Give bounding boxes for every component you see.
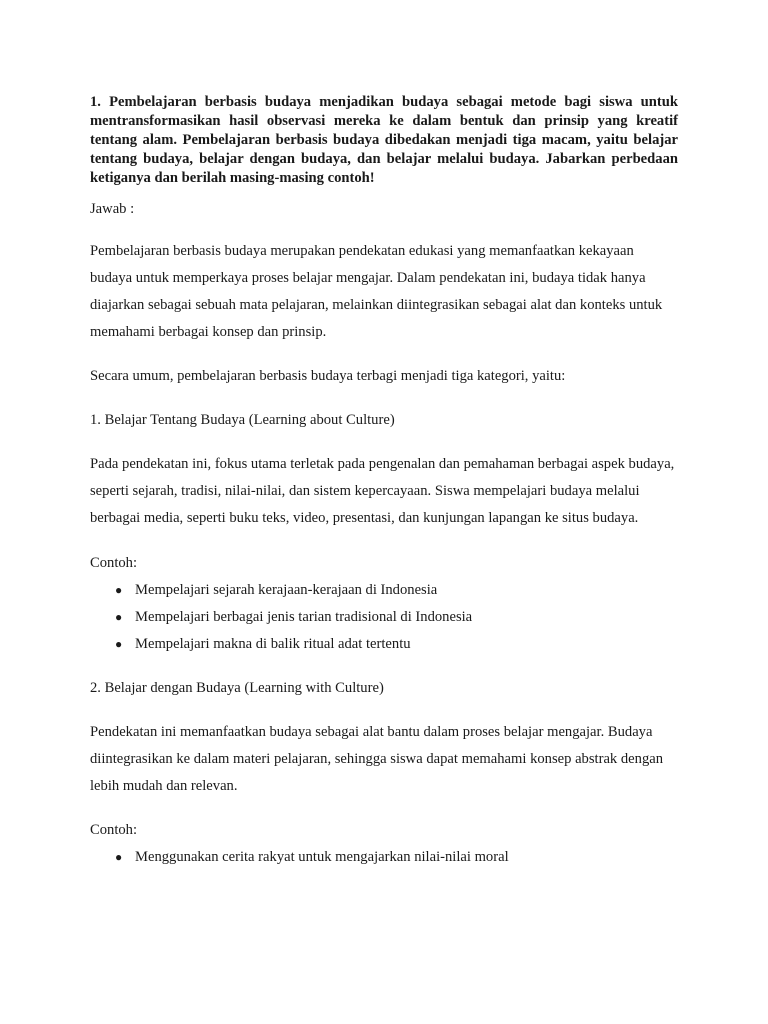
- list-item: [90, 631, 678, 658]
- example-label: Contoh:: [90, 822, 138, 838]
- section-heading-learning-with-culture: 2. Belajar dengan Budaya (Learning with Culture): [90, 680, 384, 696]
- list-item: [90, 844, 678, 871]
- document-page: [90, 93, 678, 871]
- categories-intro: Secara umum, pembelajaran berbasis budaya terbagi menjadi tiga kategori, yaitu:: [90, 368, 566, 384]
- example-list: [90, 577, 678, 658]
- example-label: Contoh:: [90, 555, 138, 571]
- list-item-text: Mempelajari berbagai jenis tarian tradisional di Indonesia: [135, 609, 473, 625]
- section-heading-learning-about-culture: 1. Belajar Tentang Budaya (Learning about Culture): [90, 412, 395, 428]
- bullet-icon: ●: [115, 610, 123, 624]
- list-item-text: Mempelajari makna di balik ritual adat tertentu: [135, 636, 411, 652]
- list-item: [90, 577, 678, 604]
- question-text: 1. Pembelajaran berbasis budaya menjadikan budaya sebagai metode bagi siswa untuk mentransformasikan hasil observasi mereka ke dalam bentuk dan prinsip yang kreatif tentang alam. Pembelajaran berbasis budaya dibedakan menjadi tiga macam, yaitu belajar tentang budaya, belajar dengan budaya, dan belajar melalui budaya. Jabarkan perbedaan ketiganya dan berilah masing-masing contoh!: [90, 94, 678, 186]
- example-list: [90, 844, 678, 871]
- section-paragraph-learning-with-culture: Pendekatan ini memanfaatkan budaya sebagai alat bantu dalam proses belajar mengajar. Budaya diintegrasikan ke dalam materi pelajaran, sehingga siswa dapat memahami konsep abstrak dengan lebih mudah dan relevan.: [90, 724, 664, 794]
- answer-label: Jawab :: [90, 201, 135, 217]
- bullet-icon: ●: [115, 637, 123, 651]
- bullet-icon: ●: [115, 583, 123, 597]
- section-paragraph-learning-about-culture: Pada pendekatan ini, fokus utama terletak pada pengenalan dan pemahaman berbagai aspek budaya, seperti sejarah, tradisi, nilai-nilai, dan sistem kepercayaan. Siswa mempelajari budaya melalui berbagai media, seperti buku teks, video, presentasi, dan kunjungan lapangan ke situs budaya.: [90, 456, 675, 526]
- list-item-text: Menggunakan cerita rakyat untuk mengajarkan nilai-nilai moral: [135, 849, 509, 865]
- list-item: [90, 604, 678, 631]
- bullet-icon: ●: [115, 850, 123, 864]
- intro-paragraph: Pembelajaran berbasis budaya merupakan pendekatan edukasi yang memanfaatkan kekayaan budaya untuk memperkaya proses belajar mengajar. Dalam pendekatan ini, budaya tidak hanya diajarkan sebagai sebuah mata pelajaran, melainkan diintegrasikan sebagai alat dan konteks untuk memahami berbagai konsep dan prinsip.: [90, 243, 663, 340]
- list-item-text: Mempelajari sejarah kerajaan-kerajaan di Indonesia: [135, 582, 438, 598]
